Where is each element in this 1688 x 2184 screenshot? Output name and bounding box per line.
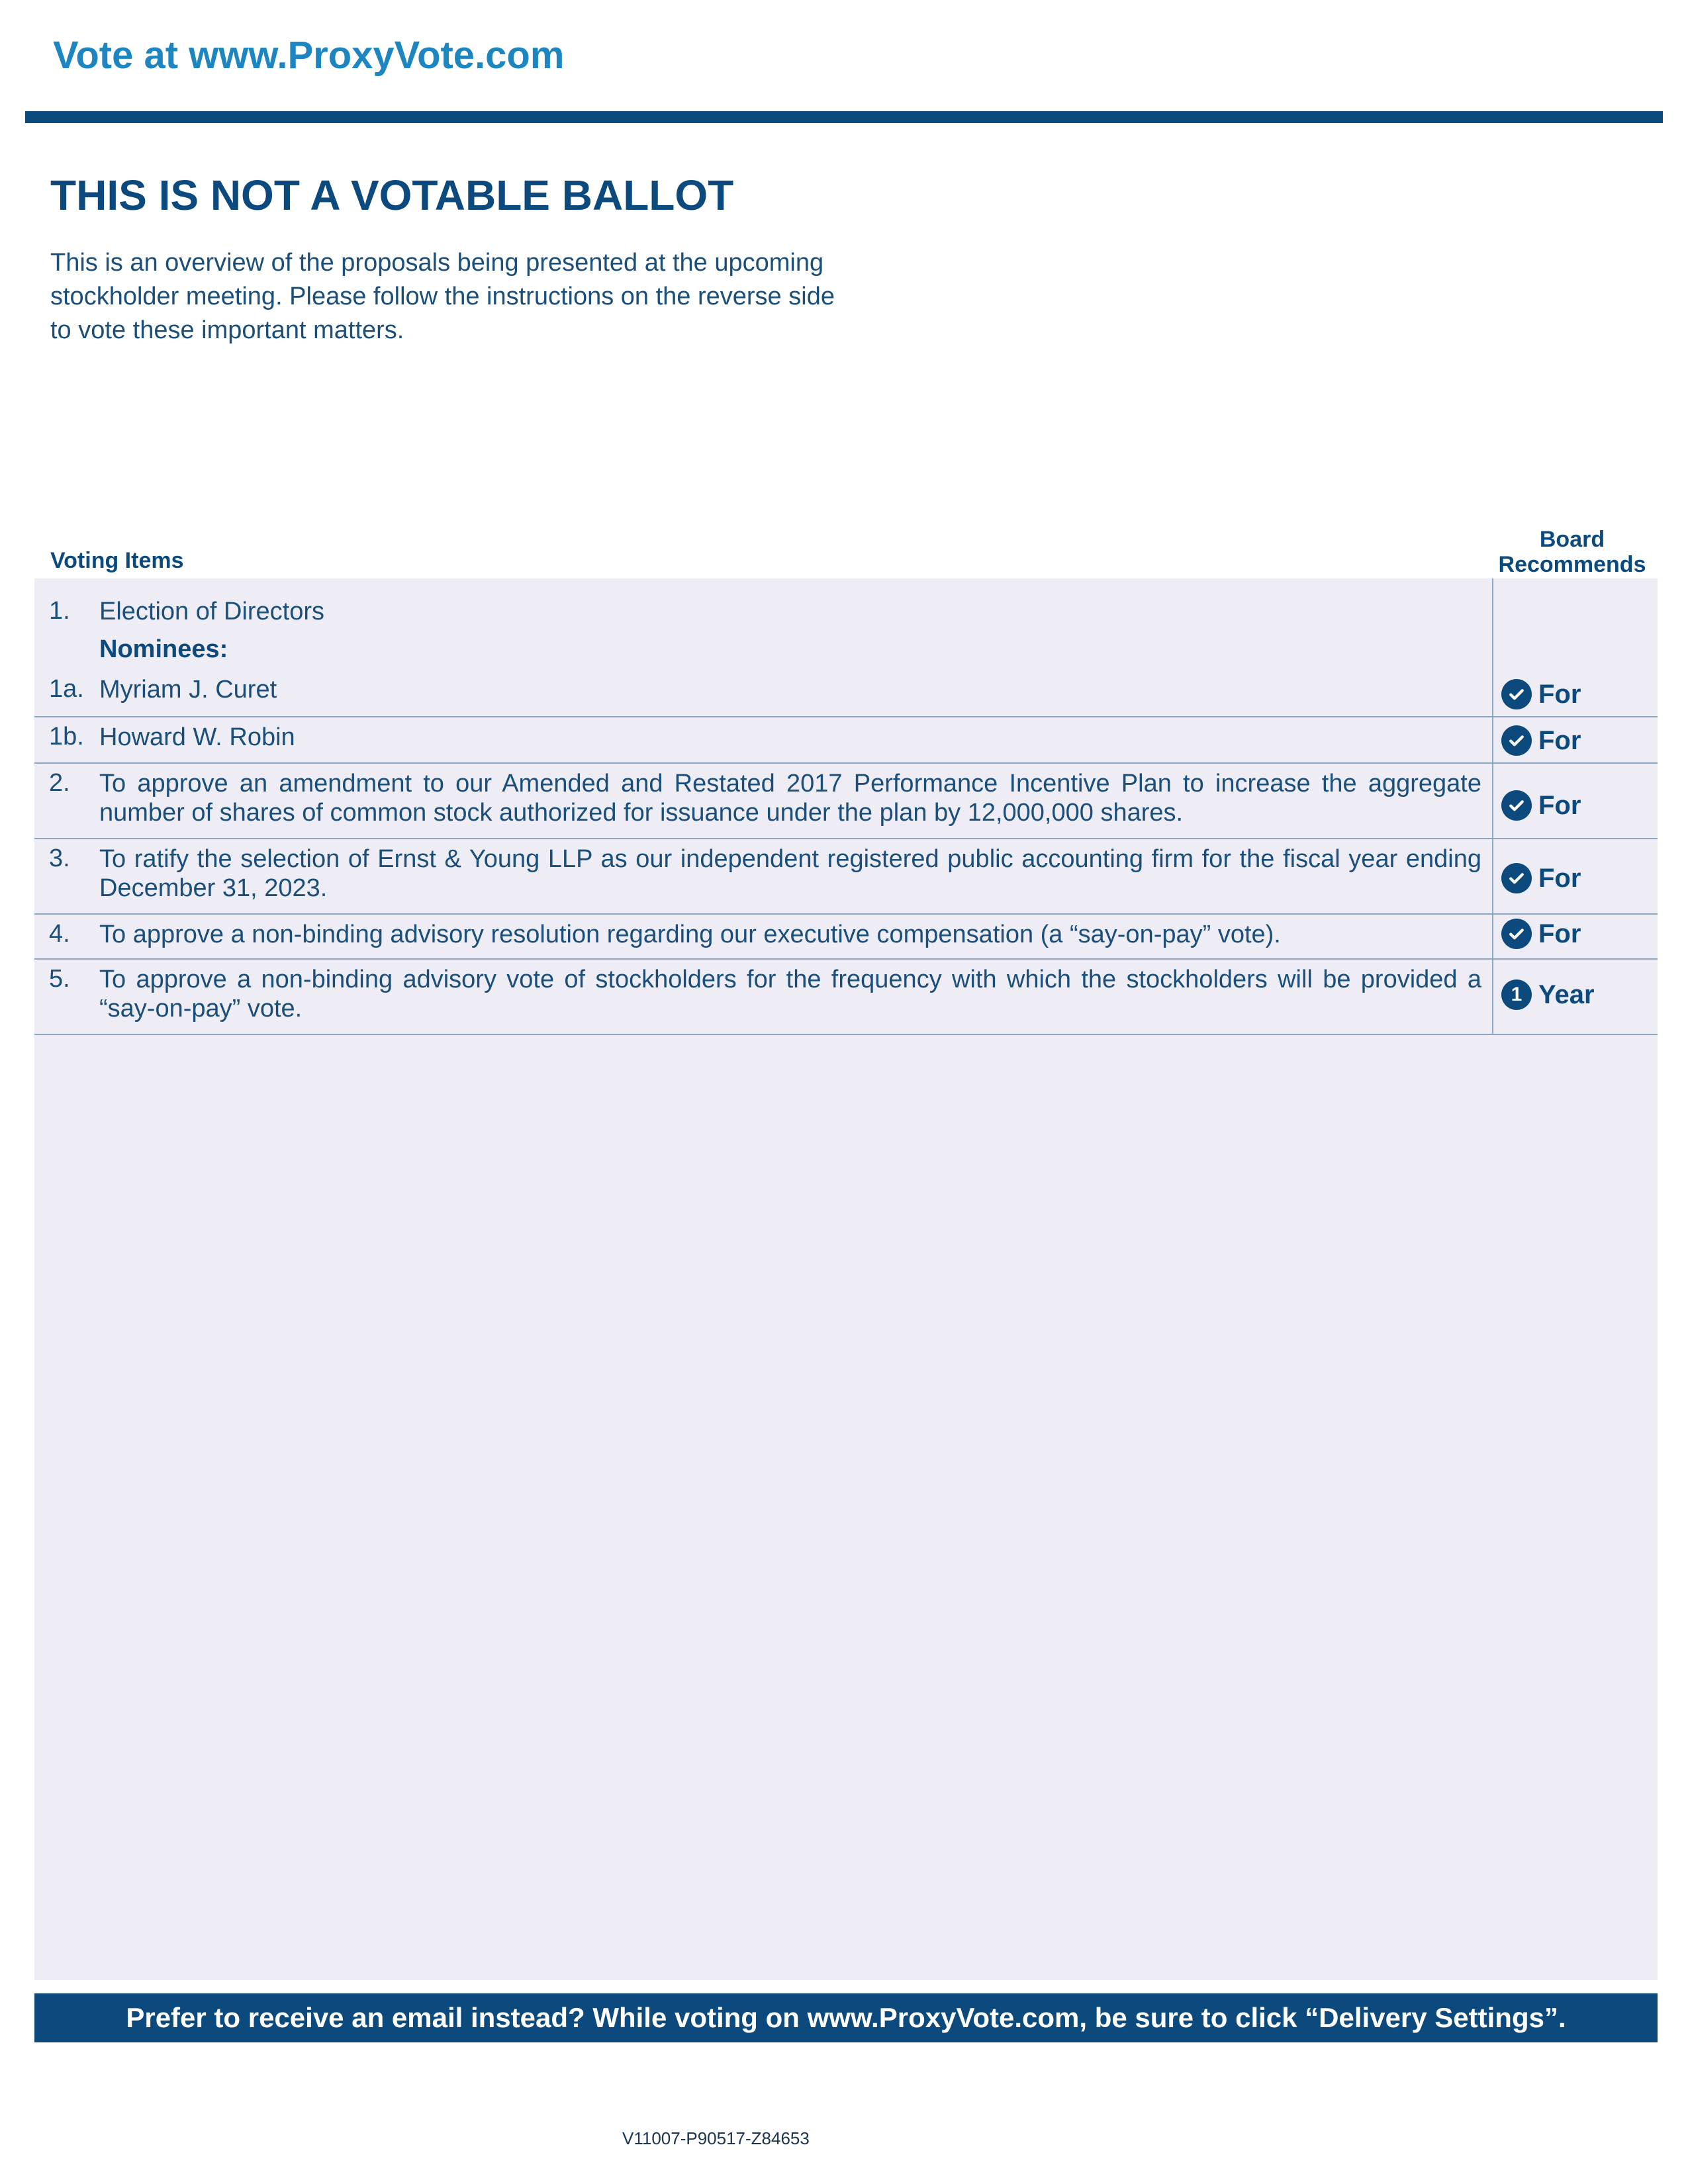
board-recommendation — [1501, 979, 1595, 1010]
item-text: To approve an amendment to our Amended and Restated 2017 Performance Incentive Plan to increase the aggregate number of shares of common stock authorized for issuance under the plan by 12,000,000 shares. — [99, 770, 1481, 827]
banner-text: Prefer to receive an email instead? While voting on www.ProxyVote.com, be sure to click “Delivery Settings”. — [126, 2002, 1566, 2033]
item-text: To ratify the selection of Ernst & Young LLP as our independent registered public accounting firm for the fiscal year ending December 31, 2023. — [99, 845, 1481, 902]
board-recommends-header: Board Recommends — [1498, 527, 1646, 577]
item-number: 3. — [49, 844, 70, 872]
check-circle-icon — [1501, 863, 1532, 893]
row-divider — [34, 838, 1658, 839]
document-code: V11007-P90517-Z84653 — [622, 2128, 810, 2148]
intro-paragraph: This is an overview of the proposals being presented at the upcoming stockholder meeting. Please follow the instructions on the reverse side to vote these important matters. — [50, 249, 835, 344]
check-circle-icon — [1501, 679, 1532, 709]
recommendation-value: For — [1538, 919, 1581, 948]
item-number: 2. — [49, 769, 70, 797]
check-circle-icon — [1501, 790, 1532, 821]
row-divider — [34, 958, 1658, 960]
item-text: Myriam J. Curet — [99, 676, 277, 704]
board-recommendation — [1501, 725, 1581, 756]
top-divider — [25, 111, 1663, 123]
item-number: 1a. — [49, 675, 84, 703]
item-number: 1b. — [49, 723, 84, 751]
vote-link-header[interactable]: Vote at www.ProxyVote.com — [53, 34, 565, 77]
item-number: 5. — [49, 965, 70, 993]
row-divider — [34, 1034, 1658, 1035]
item-number: 1. — [49, 597, 70, 625]
check-circle-icon — [1501, 725, 1532, 756]
recommendation-value: For — [1538, 725, 1581, 755]
item-text: To approve a non-binding advisory resolution regarding our executive compensation (a “say-on-pay” vote). — [99, 921, 1281, 948]
board-recommendation — [1501, 919, 1581, 949]
nominees-label: Nominees: — [99, 635, 228, 663]
board-recommendation — [1501, 863, 1581, 893]
number-one-icon: 1 — [1501, 979, 1532, 1010]
recommendation-value: For — [1538, 679, 1581, 709]
item-text: To approve a non-binding advisory vote of stockholders for the frequency with which the stockholders will be provided a “say-on-pay” vote. — [99, 966, 1481, 1023]
item-number: 4. — [49, 920, 70, 948]
row-divider — [34, 716, 1658, 717]
delivery-settings-banner — [34, 1993, 1658, 2042]
board-recommendation — [1501, 790, 1581, 821]
row-divider — [34, 913, 1658, 915]
page-title: THIS IS NOT A VOTABLE BALLOT — [50, 171, 734, 219]
board-recommendation — [1501, 679, 1581, 709]
column-divider — [1492, 578, 1493, 1035]
recommendation-value: For — [1538, 790, 1581, 820]
item-text: Election of Directors — [99, 598, 325, 625]
recommendation-value: Year — [1538, 979, 1595, 1009]
row-divider — [34, 762, 1658, 764]
item-text: Howard W. Robin — [99, 723, 295, 751]
check-circle-icon — [1501, 919, 1532, 949]
voting-items-header: Voting Items — [50, 548, 184, 573]
recommendation-value: For — [1538, 863, 1581, 893]
